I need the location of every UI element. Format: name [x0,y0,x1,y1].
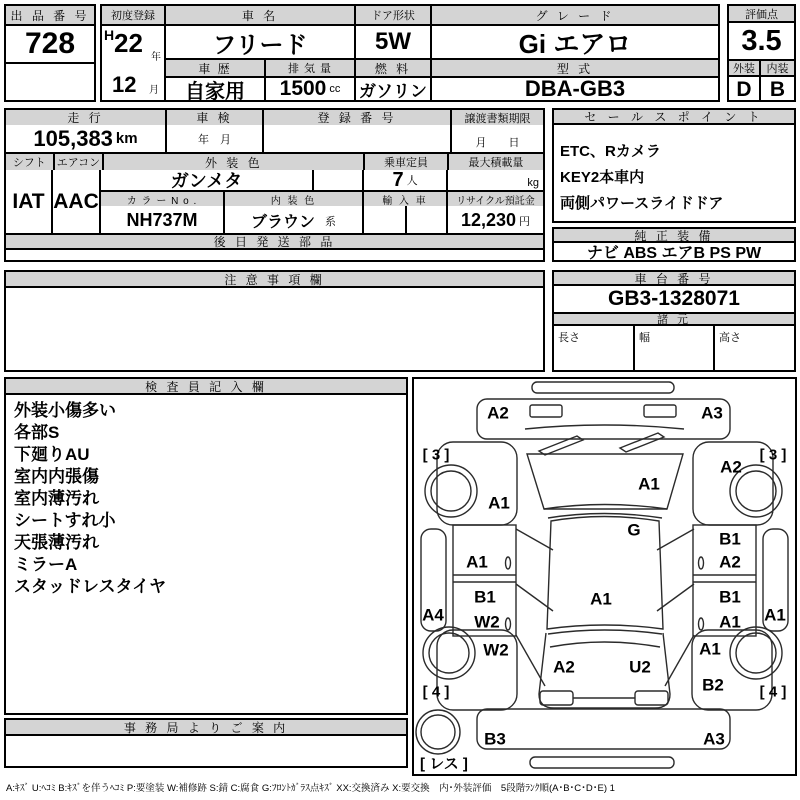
damage-mark-front-door-left: A1 [466,552,488,572]
inspector-note-line: 室内内張傷 [14,467,99,486]
damage-mark-front-bumper-left: A2 [487,403,509,423]
car-name-label: 車 名 [166,6,356,26]
exterior-grade-label: 外装 [729,61,761,75]
tire-depth-front-left: [ 3 ] [422,446,450,464]
interior-color-value: ブラウン [250,214,315,231]
import-value [364,206,448,235]
tire-depth-rear-left: [ 4 ] [422,683,450,701]
inspector-note-line: 各部S [14,423,60,442]
shaken-label: 車 検 [167,110,264,125]
damage-mark-rear-bumper-left: B3 [484,729,506,749]
grade-label: グ レ ー ド [432,6,718,26]
vehicle-header-box [100,4,720,102]
era-mark: H [104,27,115,43]
damage-mark-windshield: A1 [638,474,660,494]
grade-value: Gi エアロ [518,28,632,58]
inspector-note-line: 下廻りAU [14,445,90,464]
mileage-label: 走 行 [6,110,167,125]
sales-point-line: KEY2本車内 [560,169,645,186]
damage-mark-rear-fender-left: W2 [483,640,509,660]
damage-code-legend: A:ｷｽﾞ U:ﾍｺﾐ B:ｷｽﾞを伴うﾍｺﾐ P:要塗装 W:補修跡 S:錆 C:腐食 G:ﾌﾛﾝﾄｶﾞﾗｽ点ｷｽﾞ XX:交換済み X:要交換 内･外装評価 5段階ﾗﾝｸ順(A･B･C･D･E) 1 [6,783,615,794]
sales-points-box [552,108,796,223]
length-label: 長さ [554,326,635,370]
shift-label: シフト [6,154,55,170]
inspector-notes-box [4,377,408,715]
aircon-label: エアコン [55,154,105,170]
damage-mark-rear-door-right-top: B1 [719,587,741,607]
sales-points-label: セ ー ル ス ポ イ ン ト [554,110,794,125]
damage-mark-rear-bumper-right: A3 [703,729,725,749]
lot-number-value: 728 [6,26,94,64]
fuel-label: 燃 料 [356,60,432,78]
capacity-label: 乗車定員 [365,154,448,170]
later-parts-value [6,250,543,262]
color-no-label: カ ラ ー N o . [101,192,225,206]
damage-mark-rear-door-left-bottom: W2 [474,612,500,632]
damage-mark-front-bumper-right: A3 [701,403,723,423]
aircon-value: AAC [53,170,101,233]
door-shape-label: ドア形状 [356,6,432,26]
damage-mark-rear-corner-right: B2 [702,675,724,695]
damage-mark-rear-fender-right: A1 [699,639,721,659]
inspector-note-line: 室内薄汚れ [14,489,99,508]
shaken-value: 年 月 [167,125,264,152]
specs-label: 諸 元 [554,314,794,326]
displacement-value: 1500 [279,78,327,100]
damage-diagram-box [412,377,797,776]
tire-depth-rear-right: [ 4 ] [759,683,787,701]
notes-label: 注 意 事 項 欄 [6,272,543,288]
door-shape-value: 5W [356,26,432,58]
capacity-value: 7 [392,170,404,190]
tire-depth-front-right: [ 3 ] [759,446,787,464]
inspector-notes-label: 検 査 員 記 入 欄 [6,379,406,395]
score-box [727,4,796,102]
exterior-grade-value: D [729,77,761,102]
recycle-deposit-value: 12,230 [460,210,517,230]
registration-number-label: 登 録 番 号 [264,110,452,125]
width-label: 幅 [635,326,715,370]
exterior-color-empty-cell [314,170,364,190]
damage-mark-glass: G [627,520,641,540]
fuel-value: ガソリン [356,78,432,100]
first-registration-year: 22 [114,28,143,58]
inspector-note-line: 外装小傷多い [14,401,116,420]
spare-tire-mark: [ レス ] [420,755,468,773]
history-value: 自家用 [166,78,266,100]
interior-grade-value: B [769,77,786,101]
sales-point-line: 両側パワースライドドア [560,195,724,212]
car-name-value: フリード [166,26,356,58]
inspector-note-line: シートすれ小 [14,511,116,530]
shift-value: IAT [6,170,53,233]
mileage-unit: km [115,130,138,147]
model-code-value: DBA-GB3 [524,78,626,100]
damage-mark-front-door-right-top: B1 [719,529,741,549]
inspector-note-line: 天張薄汚れ [14,533,99,552]
vehicle-info-box [4,108,545,262]
exterior-color-value: ガンメタ [101,170,314,190]
capacity-unit: 人 [406,175,418,187]
first-registration-month: 12 [112,72,137,97]
history-label: 車 歴 [166,60,266,78]
damage-mark-roof: A1 [590,589,612,609]
score-value: 3.5 [729,23,794,61]
first-registration-col [102,6,166,100]
damage-mark-tailgate-right: U2 [629,657,651,677]
damage-mark-tailgate-left: A2 [553,657,575,677]
genuine-equipment-value: ナビ ABS エアB PS PW [586,245,762,262]
registration-number-value [264,125,452,152]
genuine-equipment-box [552,227,796,262]
mileage-value: 105,383 [33,125,113,151]
max-load-unit: kg [527,177,539,189]
transfer-deadline-value: 月 日 [475,137,520,149]
sales-point-line: ETC、Rカメラ [560,143,661,160]
damage-mark-front-fender-right: A2 [720,457,742,477]
damage-mark-rear-door-right-bottom: A1 [719,612,741,632]
interior-color-label: 内 装 色 [225,192,364,206]
year-suffix: 年 [151,52,161,63]
genuine-equipment-label: 純 正 装 備 [554,229,794,243]
exterior-color-label: 外 装 色 [104,154,365,170]
displacement-label: 排 気 量 [266,60,356,78]
inspector-note-line: スタッドレスタイヤ [14,577,167,596]
damage-mark-sill-left: A4 [422,605,444,625]
interior-grade-label: 内装 [766,63,789,75]
lot-empty-cell [6,64,94,100]
transfer-deadline-label: 譲渡書類期限 [452,110,543,125]
recycle-deposit-label: リサイクル預託金 [448,192,543,206]
chassis-number-value: GB3-1328071 [554,286,794,314]
notes-box [4,270,545,372]
damage-mark-front-fender-left: A1 [488,493,510,513]
color-no-value: NH737M [101,206,225,235]
import-label: 輸 入 車 [364,192,448,206]
displacement-unit: cc [329,83,341,95]
chassis-box [552,270,796,372]
month-suffix: 月 [149,85,159,96]
office-notice-box [4,718,408,768]
inspector-note-line: ミラーA [14,555,78,574]
chassis-number-label: 車 台 番 号 [554,272,794,286]
damage-mark-rear-door-left-top: B1 [474,587,496,607]
height-label: 高さ [719,332,741,344]
interior-color-suffix: 系 [325,215,336,228]
recycle-deposit-unit: 円 [519,215,531,228]
damage-mark-sill-right: A1 [764,605,786,625]
score-label: 評価点 [729,6,794,23]
max-load-label: 最大積載量 [449,154,543,170]
damage-mark-front-door-right-bottom: A2 [719,552,741,572]
first-registration-label: 初度登録 [102,6,164,26]
car-outline-diagram [414,379,795,774]
model-code-label: 型 式 [432,60,718,78]
later-parts-label: 後 日 発 送 部 品 [6,235,543,250]
lot-number-label: 出 品 番 号 [6,6,94,26]
lot-number-box [4,4,96,102]
office-notice-label: 事 務 局 よ り ご 案 内 [6,720,406,736]
